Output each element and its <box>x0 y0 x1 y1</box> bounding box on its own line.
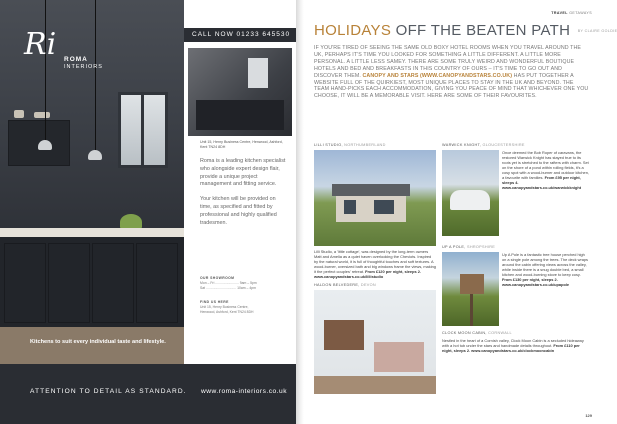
article-intro <box>314 45 590 100</box>
caption-title: WARWICK KNIGHT, <box>442 143 482 147</box>
find-line: Henwood, Ashford, Kent TN24 8DH <box>200 310 254 315</box>
warwick-knight-link[interactable]: From £95 per night, sleeps 4. www.canopyandstars.co.uk/warwickknight <box>502 175 581 190</box>
thumb-cabinet <box>196 100 284 130</box>
sofa <box>374 342 424 372</box>
running-head <box>551 11 592 15</box>
logo-monogram: Ri <box>24 27 57 62</box>
cottage-window <box>374 200 394 214</box>
warwick-knight-text <box>502 150 590 190</box>
find-us <box>200 300 286 316</box>
treehouse <box>460 274 484 294</box>
worktop <box>0 228 184 237</box>
up-a-pole-link[interactable]: From £130 per night, sleeps 2. www.canopyandstars.co.uk/upapole <box>502 277 570 287</box>
roma-logo <box>24 27 103 70</box>
advert-page <box>0 0 296 424</box>
cottage-window <box>344 200 356 214</box>
up-a-pole-text <box>502 252 590 287</box>
caption-location: DEVON <box>360 283 376 287</box>
page-number: 129 <box>585 413 592 418</box>
footer-slogan: ATTENTION TO DETAIL AS STANDARD. <box>30 388 187 395</box>
advert-tagline: Kitchens to suit every individual taste and lifestyle. <box>30 339 166 345</box>
caption-location: GLOUCESTERSHIRE <box>482 143 525 147</box>
clock-moon-cabin-text <box>442 338 590 353</box>
caption-location: SHROPSHIRE <box>466 245 496 249</box>
floor <box>0 327 184 364</box>
intro-text: HAS PUT TOGETHER A WEBSITE FULL OF THE QUIRKIEST, MOST UNIQUE PLACES TO STAY IN THE UK AND BEYOND. THE TEAM HAND-PICKS EACH ACCOMMODATION, GIVING YOU PEACE OF MIND THAT WHICHEVER ONE YOU CHOOSE, IT WILL BE A MEMORABLE VISIT. HERE ARE SOME OF THEIR FAVOURITES. <box>314 72 589 100</box>
advert-paragraph: Your kitchen will be provided on time, as specified and fitted by professional and highly qualified tradesmen. <box>200 196 277 226</box>
showroom-hours <box>200 276 286 292</box>
editorial-page <box>304 0 617 424</box>
caption-location: CORNWALL <box>488 331 512 335</box>
caption-location: NORTHUMBERLAND <box>344 143 386 147</box>
title-rest: OFF THE BEATEN PATH <box>395 22 571 39</box>
pole <box>470 294 473 326</box>
hours-line: Sat ................................ 10am – 4pm <box>200 286 256 291</box>
advert-copy <box>200 158 286 234</box>
thumb-window <box>248 58 268 88</box>
article-title <box>314 22 617 40</box>
caption-title: HALDON BELVEDERE, <box>314 283 360 287</box>
caption-warwick-knight <box>442 143 525 147</box>
lilli-studio-text <box>314 249 436 279</box>
caption-up-a-pole <box>442 245 495 249</box>
running-head-topic: GETAWAYS <box>569 11 592 15</box>
footer-website-link[interactable]: www.roma-interiors.co.uk <box>201 388 288 395</box>
advert-footer <box>0 364 296 424</box>
lilli-studio-link[interactable]: From £120 per night, sleeps 2. www.canopyandstars.co.uk/lillistudio <box>314 269 421 279</box>
find-heading: FIND US HERE <box>200 300 229 304</box>
byline: BY CLAIRE GOLDIE <box>577 29 617 34</box>
kitchen-window <box>118 92 168 168</box>
caption-title: UP A POLE, <box>442 245 466 249</box>
find-line: Unit 15, Henry Business Centre, <box>200 305 249 310</box>
logo-brand: ROMA <box>64 56 88 63</box>
hours-heading: OUR SHOWROOM <box>200 276 235 280</box>
hours-line: Mon – Fri ......................... 9am – 5pm <box>200 281 257 286</box>
pendant-cord <box>95 0 96 150</box>
base-cabinets <box>0 237 184 327</box>
up-a-pole-photo <box>442 252 499 326</box>
intro-text: IF YOU'RE TIRED OF SEEING THE SAME OLD BOXY HOTEL ROOMS WHEN YOU TRAVEL AROUND THE UK, PERHAPS IT'S TIME YOU LOOKED FOR SOMETHING A LITTLE DIFFERENT. A LITTLE MORE PERSONAL. A LITTLE LESS SAMEY. THERE ARE SOME TRULY WEIRD AND WONDERFUL BOUTIQUE HOTELS AND BED AND BREAKFASTS IN THIS COUNTRY OF OURS – IT'S TIME TO GO OUT AND DISCOVER THEM. <box>314 45 582 79</box>
intro-highlight-link[interactable]: CANOPY AND STARS (WWW.CANOPYANDSTARS.CO.UK) <box>362 72 513 79</box>
floor <box>314 376 436 394</box>
caption-title: CLOCK MOON CABIN, <box>442 331 487 335</box>
cabinet-door <box>92 243 134 323</box>
logo-brand-sub: INTERIORS <box>64 64 103 70</box>
lilli-studio-body: Lilli Studio, a 'little cottage', was designed by the long-term owners Matt and Amelia as a quiet haven overlooking the Cheviots. Inspired by the natural world, it is full of thoughtful touches and soft textures. A wood-burner, oversized bath and big windows frame the views, making it the perfect couples' retreat. <box>314 249 436 274</box>
pendant-cord <box>45 0 46 140</box>
cottage-roof <box>332 184 410 196</box>
advert-address: Unit 15, Henry Business Centre, Henwood, Ashford, Kent TN24 8DH <box>200 140 283 149</box>
cabinet-door <box>136 243 178 323</box>
shelf-bowl <box>34 112 50 118</box>
lilli-studio-photo <box>314 150 436 246</box>
warwick-knight-body: Once deemed the Bob Roper of caravans, the restored Warwick Knight has stayed true to its roots yet is stretched to the rafters with charm. Set on the shore of a pond within rolling fields, it's a cosy spot with a wood-burner and outdoor kitchen, a favourite with families. <box>502 150 589 180</box>
caption-haldon-belvedere <box>314 283 376 287</box>
caption-title: LILLI STUDIO, <box>314 143 343 147</box>
pendant-light <box>38 140 52 150</box>
cabinet-door <box>4 243 46 323</box>
pendant-light <box>88 150 102 160</box>
advert-paragraph: Roma is a leading kitchen specialist who alongside expert design flair, provide a unique project management and fitting service. <box>200 158 286 188</box>
warwick-knight-photo <box>442 150 499 236</box>
caption-lilli-studio <box>314 143 386 147</box>
clock-moon-link[interactable]: From £110 per night, sleeps 2. www.canopyandstars.co.uk/clockmooncabin <box>442 343 580 353</box>
running-head-section: TRAVEL <box>551 11 568 15</box>
caption-clock-moon-cabin <box>442 331 512 335</box>
up-a-pole-body: Up A Pole is a fantastic tree house perched high on a single pole among the trees. The deck wraps around the cabin offering views across the valley, while inside there is a snug double bed, a small kitchen and wood-burning stove to keep cosy. <box>502 252 589 277</box>
caravan <box>450 190 490 210</box>
call-now-bar: CALL NOW 01233 645530 <box>184 28 296 42</box>
haldon-belvedere-photo <box>314 290 436 394</box>
title-highlight: HOLIDAYS <box>314 22 392 39</box>
cabinet-door <box>48 243 90 323</box>
shelf-vase <box>14 110 24 118</box>
page-gutter <box>296 0 304 424</box>
kitchen-thumbnail <box>188 48 292 136</box>
clock-moon-body: Nestled in the heart of a Cornish valley, Clock Moon Cabin is a secluded hideaway with a hot tub under the stars and handmade details throughout. <box>442 338 584 348</box>
cabinet <box>324 320 364 350</box>
